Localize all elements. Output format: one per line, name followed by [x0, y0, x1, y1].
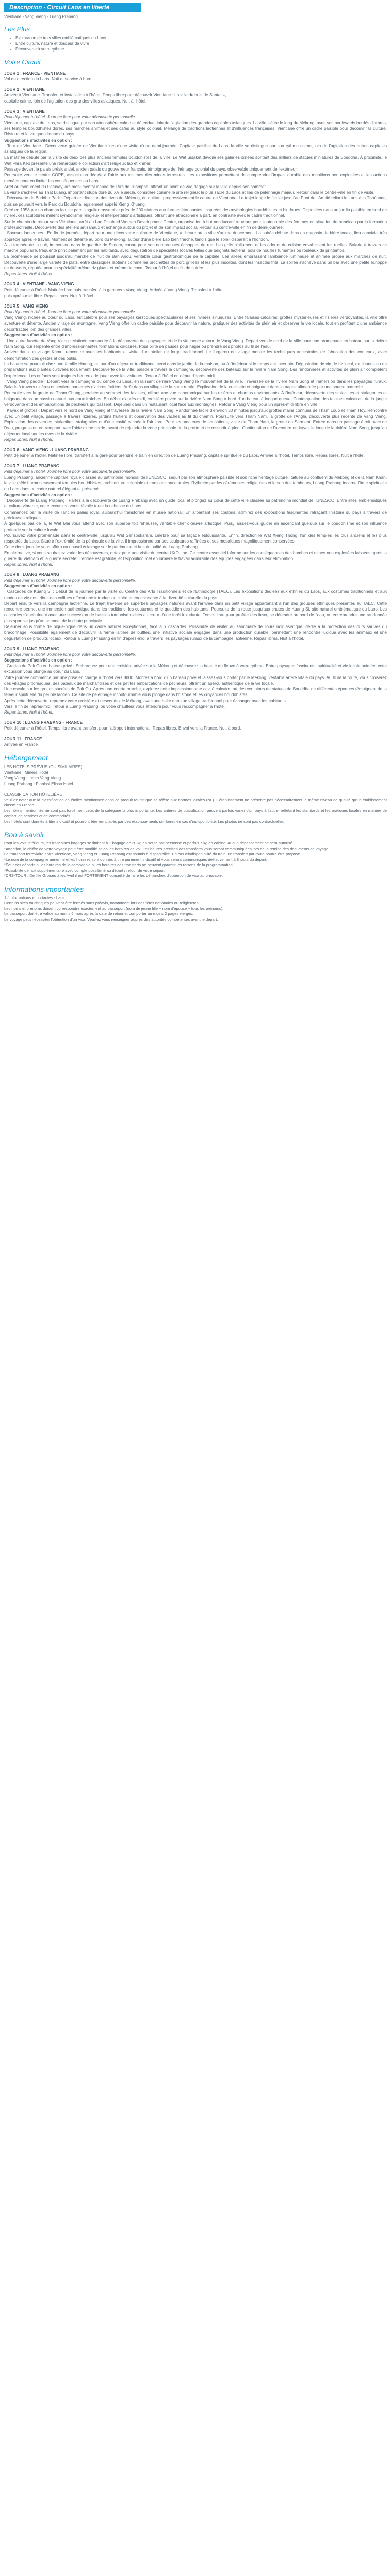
itinerary	[4, 71, 387, 748]
day-block	[4, 109, 387, 277]
bon-text: *Possibilité de nuit supplémentaire avec compte possibilité au départ / retour de votre séjour.	[4, 868, 165, 873]
circuit-heading: Votre Circuit	[4, 58, 41, 66]
suggestion-paragraph: Une escale sur les grottes sacrées de Pak Ou. Après une courte marche, explorez cette impressionnante cavité calcaire, où des centaines de statues de Bouddha de différentes époques témoignent de la ferveur spirituelle du peuple laotien. Ce site de pèlerinage incontournable vous plonge dans l'histoire et les croyances bouddhistes.	[4, 687, 387, 698]
suggestion-paragraph: Créé en 1958 par un chaman lao, ce parc singulier rassemble près de 200 statues aux formes étonnantes, inspirées des mythologies bouddhistes et hindoues. Disposées dans un jardin paisible en bord de rivière, ces sculptures mêlent symbolisme religieux et interprétations artistiques, offrant une atmosphère à part, en contraste avec le cadre traditionnel.	[4, 208, 387, 218]
info-text: Le passeport doit être valide au moins 6 mois après la date de retour et comporter au moins 2 pages vierges.	[4, 911, 193, 917]
day-text: capitale calme, loin de l'agitation des grandes villes asiatiques. Nuit à l'hôtel.	[4, 98, 147, 104]
day-title: JOUR 9 : LUANG PRABANG	[4, 646, 60, 651]
suggestion-paragraph: Arrêt au monument du Patuxay, arc monumental inspiré de l'Arc de Triomphe, offrant un point de vue dégagé sur la ville depuis son sommet.	[4, 184, 267, 189]
suggestion-paragraph: · Vang Vieng paddle : Départ vers la campagne du centre du Laos, en laissant derrière Vang Vieng le mouvement de la ville. Traversée de la rivière Nam Song et immersion dans les paysages ruraux. Balade à travers rizières et sentiers parsemés d'arbres fruitiers. Arrêt dans un village de la zone rurale. Explication de la cueillette et baignade dans la nappe alimentée par une source naturelle.	[4, 379, 387, 390]
suggestion-paragraph: Poursuivez votre promenade dans le centre-ville jusqu'au Wat Sensoukaram, célèbre pour sa façade éblouissante. Enfin, direction le Wat Xieng Thong, l'un des temples les plus anciens et les plus respectés du Laos. Situé à l'extrémité de la péninsule de la ville, il impressionne par ses sculptures raffinées et ses mosaïques magnifiquement conservées.	[4, 533, 387, 544]
suggestion-paragraph: La visite s'achève au That Luang, important stupa doré du XVIe siècle, considéré comme le site religieux le plus sacré du Laos et lieu de pèlerinage majeur. Retour dans le centre-ville en fin de visite.	[4, 190, 375, 195]
day-block	[4, 720, 387, 731]
day-text: Arrivée à Vientiane. Transfert et installation à l'hôtel. Temps libre pour découvrir Vientiane : La ville du bois de Santal »,	[4, 93, 226, 98]
plus-item: • Découverte à votre rythme	[15, 46, 387, 52]
plus-heading: Les Plus	[4, 25, 30, 33]
suggestion-paragraph: La matinée débute par la visite de deux des plus anciens temples bouddhistes de la ville. Le Wat Sisaket dévoile ses galeries ornées abritant des milliers de statues miniatures de Bouddha. À proximité, le Wat Phra Keo présente une remarquable collection d'art religieux lao et khmer.	[4, 155, 387, 166]
suggestion-paragraph: Poursuite vers la grotte de Tham Chang, perchée au sommet des falaises, offrant une vue panoramique sur les rizières et champs environnants. À l'intérieur, découverte des stalactites et stalagmites et baignade dans un bassin naturel aux eaux fraîches. En début d'après-midi, croisière privée sur la rivière Nam Song à bord d'un bateau à longue queue. Contemplation des falaises calcaires, de la jungle verdoyante et des embarcations de pêcheurs qui passent. Déjeuner dans un restaurant local face aux montagnes. Retour à Vang Vieng pour un après-midi libre en ville.	[4, 391, 387, 408]
day-block	[4, 281, 387, 299]
suggestion-paragraph: Déjeuner sous forme de pique-nique dans un cadre naturel exceptionnel, face aux cascades. Possibilité de visiter au sanctuaire de l'ours noir asiatique, dédié à la protection des ours sauvés du braconnage. Possibilité également de découvrir la ferme laitière de buffles, une initiative sociale engagée dans une production durable, permettant une rencontre ludique avec les animaux et une dégustation de produits locaux. Retour à Luang Prabang en fin d'après-midi à travers les paysages ruraux de la campagne laotienne. Repas libres. Nuit à l'hôtel.	[4, 624, 387, 641]
page-title-banner: Description - Circuit Laos en liberté	[4, 3, 141, 12]
day-block	[4, 736, 387, 748]
suggestion-paragraph: Passage devant le palais présidentiel, ancien palais du gouverneur français, témoignage de l'héritage colonial du pays, observable uniquement de l'extérieur.	[4, 166, 298, 172]
day-block	[4, 463, 387, 567]
day-block	[4, 572, 387, 641]
day-text: puis après-midi libre. Repas libres. Nuit à l'hôtel.	[4, 293, 94, 298]
hotels-heading: LES HÔTELS PRÉVUS (OU SIMILAIRES)	[4, 764, 83, 769]
day-title: JOUR 3 : VIENTIANE	[4, 109, 45, 114]
suggestions-heading: Suggestions d'activités en option :	[4, 657, 73, 663]
classification-text: Veuillez noter que la classification en étoiles mentionnée dans ce produit touristique se réfère aux normes locales (NL). L'établissement ne présente pas nécessairement le même niveau de qualité qu'un établissement classé en France.	[4, 797, 387, 808]
day-title: JOUR 1 : FRANCE - VIENTIANE	[4, 71, 66, 76]
suggestion-paragraph: · Découverte de Buddha Park : Départ en direction des rives du Mékong, en quittant progressivement le centre de Vientiane. Le trajet longe le fleuve jusqu'au Pont de l'Amitié reliant le Laos à la Thaïlande, puis se poursuit vers le Parc du Bouddha, également appelé Xieng Khuang.	[4, 196, 387, 207]
suggestion-paragraph: Cette demi-journée vous offrira un nouvel éclairage sur le patrimoine et la spiritualité de Luang Prabang.	[4, 545, 199, 550]
suggestion-paragraph: · Découverte de Luang Prabang : Partez à la découverte de Luang Prabang avec un guide local et plongez au cœur de cette ville classée au patrimoine mondial de l'UNESCO. Entre sites emblématiques et culture vibrante, cette excursion vous dévoile toute la richesse du Laos.	[4, 498, 387, 509]
day-end: Repas libres. Nuit à l'hôtel.	[4, 437, 53, 442]
bon-text: *Pour ces départs ni les horaires de la compagnie ni les horaires des transferts ne peuvent garantir les raisons de la programmation.	[4, 862, 234, 868]
plus-list	[4, 35, 387, 52]
bon-text: *Attention, le chiffre de votre voyage peut être modifié selon les horaires de vol. Les heures précises des transferts vous seront communiquées lors de la remise des documents de voyage.	[4, 846, 330, 851]
suggestions-heading: Suggestions d'activités en option :	[4, 584, 73, 589]
day-meals: Petit déjeuner à l'hôtel. Journée libre pour votre découverte personnelle.	[4, 469, 136, 474]
bon-text: *Le nom de la compagnie aérienne et les horaires sont donnés à titre purement indicatif et vous seront communiqués définitivement à 8 jours du départ.	[4, 857, 267, 862]
day-end: Repas libres. Nuit à l'hôtel.	[4, 710, 53, 715]
day-text: Vol en direction du Laos. Nuit et service à bord.	[4, 77, 93, 81]
suggestion-paragraph: · Saveurs laotiennes : En fin de journée, départ pour une découverte culinaire de Vientiane, à l'heure où la ville s'anime doucement. La soirée débute dans un magasin de bière locale, lieu convivial très apprécié après le travail. Moment de détente au bord du Mékong, autour d'une bière Lao bien fraîche, tandis que le soleil disparaît à l'horizon.	[4, 231, 387, 242]
suggestions-heading: Suggestions d'activités en option :	[4, 138, 73, 143]
bon-text: Pour les vols intérieurs, les franchises bagages se limitent à 1 bagage de 20 kg en soute par personne et parfois 7 kg en cabine. Aucun dépassement ne sera autorisé.	[4, 841, 294, 846]
suggestion-paragraph: · Une autre facette de Vang Vieng : Matinée consacrée à la découverte des paysages et de la vie locale autour de Vang Vieng. Départ vers le nord de la ville pour une promenade en bateau sur la rivière Nam Song, qui serpente entre d'impressionnantes formations calcaires. Possibilité de pauses pour nager ou prendre des photos au fil de l'eau.	[4, 338, 387, 349]
day-block	[4, 87, 387, 104]
suggestion-paragraph: À la tombée de la nuit, immersion dans le quartier de Simom, connu pour ses nombreuses échoppes de rue. Les grills s'allument et les odeurs de cuisine envahissent les ruelles. Balade à travers ce marché populaire, fréquenté principalement par les habitants, avec dégustation de spécialités locales telles que beignets laotiens, bols de nouilles fumantes ou rouleaux de printemps.	[4, 242, 387, 253]
day-paragraph: Vientiane, capitale du Laos, se distingue par son atmosphère calme et détendue, loin de l'agitation des grandes capitales asiatiques. La ville s'étire le long du Mékong, avec ses boulevards bordés d'arbres, ses temples bouddhistes dorés, ses marchés animés et ses cafés au style colonial. Mélange de traditions laotiennes et d'influences françaises, Vientiane offre un cadre paisible pour découvrir la culture, l'histoire et la vie quotidienne du pays.	[4, 120, 387, 137]
classification-text: Les hôtels mentionnés ne sont pas forcément ceux de la catégorie la plus importante. Les critères de classification peuvent parfois varier d'un pays à l'autre, reflétant les standards et les pratiques locales en matière de confort, de services et de commodités.	[4, 808, 387, 819]
day-text: Petit déjeuner à l'hôtel. Matinée libre, transfert à la gare pour prendre le train en direction de Luang Prabang, capitale spirituelle du Laos. Arrivée à l'hôtel. Temps libre. Repas libres. Nuit à l'hôtel.	[4, 453, 366, 458]
suggestion-paragraph: À quelques pas de là, le Wat Mai vous attend avec son superbe toit rehaussé, véritable chef d'œuvre artistique. Puis, laissez-vous guider en ascendant quelque sur le bouddhisme et son influence profonde sur la culture locale.	[4, 521, 387, 532]
plus-item: • Exploration de trois villes emblématiques du Laos	[15, 35, 387, 41]
hotel-item: Vientiane : Minéra Hotel	[4, 770, 48, 775]
day-paragraph: Vang Vieng, nichée au cœur du Laos, est célèbre pour ses paysages karstiques spectaculaires et ses rivières sinueuses. Entre falaises calcaires, grottes mystérieuses et rizières verdoyantes, la ville offre aventure et détente. Ancien village de montagne, Vang Vieng offre un cadre paisible pour découvrir la nature, pratiquer des activités de plein air et observer la vie locale, tout en profitant d'une ambiance décontractée loin des grandes villes.	[4, 315, 387, 332]
day-end: Repas libres. Nuit à l'hôtel.	[4, 272, 53, 277]
info-text: Le voyage peut nécessiter l'obtention d'un visa. Veuillez vous renseigner auprès des autorités compétentes avant le départ.	[4, 917, 218, 922]
day-meals: Petit déjeuner à l'hôtel. Journée libre pour votre découverte personnelle.	[4, 578, 136, 583]
day-block	[4, 303, 387, 443]
day-title: JOUR 8 : LUANG PRABANG	[4, 572, 60, 578]
suggestion-paragraph: Vers la fin de l'après-midi, retour à Luang Prabang, où votre chauffeur vous attendra pour vous raccompagner à l'hôtel.	[4, 704, 226, 709]
hotel-item: Vang Vieng : Indira Vang Vieng	[4, 775, 61, 781]
info-heading: Informations importantes	[4, 885, 84, 893]
info-text: Les noms et prénoms doivent correspondre exactement au passeport (nom de jeune fille + nom d'épouse + tous les prénoms).	[4, 906, 224, 911]
day-text: Petit déjeuner à l'hôtel. Matinée libre puis transfert à la gare vers Vang Vieng. Arrivée à Vang Vieng. Transfert à l'hôtel	[4, 287, 224, 293]
info-text: Certains sites touristiques peuvent être fermés sans préavis, notamment lors des fêtes nationales ou religieuses.	[4, 901, 200, 906]
day-paragraph: Luang Prabang, ancienne capitale royale classée au patrimoine mondial de l'UNESCO, séduit par son atmosphère paisible et son riche héritage culturel. Située au confluent du Mékong et de la Nam Khan, la ville mêle harmonieusement temples bouddhistes, architecture coloniale et traditions ancestrales. Rythmée par les cérémonies religieuses et le son des tambours, Luang Prabang incarne l'âme spirituelle du Laos dans un cadre naturel élégant et préservé.	[4, 475, 387, 492]
day-title: JOUR 7 : LUANG PRABANG	[4, 464, 60, 469]
day-meals: Petit déjeuner à l'hôtel. Journée libre pour votre découverte personnelle.	[4, 309, 136, 314]
day-text: Arrivée en France	[4, 742, 38, 747]
classification-text: Les hôtels sont donnés à titre indicatif et pourront être remplacés par des établissements similaires en cas d'indisponibilité. Les photos ne sont pas contractuelles.	[4, 819, 285, 824]
classification-heading: CLASSIFICATION HÔTELIÈRE	[4, 792, 62, 797]
route-subtitle: Vientiane - Vang Vieng - Luang Prabang	[4, 14, 78, 19]
day-meals: Petit déjeuner à l'hôtel. Journée libre pour votre découverte personnelle.	[4, 114, 136, 120]
bon-text: Le transport ferroviaire entre Vientiane, Vang Vieng et Luang Prabang est soumis à disponibilité. En cas d'indisponibilité du train, un transfert par route pourra être proposé.	[4, 852, 301, 857]
suggestions-heading: Suggestions d'activités en option :	[4, 493, 73, 498]
suggestion-paragraph: · Grottes de Pak Ou en bateau privé : Embarquez pour une croisière privée sur le Mékong et découvrez la beauté du fleuve à votre rythme. Entre paysages fascinants, spiritualité et vie locale animée, cette excursion vous plonge au cœur du Laos.	[4, 663, 387, 674]
day-title: JOUR 4 : VIENTIANE - VANG VIENG	[4, 282, 74, 287]
suggestion-paragraph: Poursuite vers le centre COPE, association dédiée à l'aide aux victimes des mines terrestres. Les expositions permettent de comprendre l'impact durable des munitions non explosées et les actions menées pour en limiter les conséquences au Laos.	[4, 173, 387, 183]
day-title: JOUR 6 : VANG VIENG - LUANG PRABANG	[4, 447, 89, 452]
suggestions-heading: Suggestions d'activités en option :	[4, 332, 73, 337]
suggestion-paragraph: Après cette découverte, reprenez votre croisière et descendez le Mékong, avec une halte dans un village traditionnel pour échanger avec les habitants.	[4, 698, 287, 703]
suggestion-paragraph: Arrivée dans un village Khmu, rencontre avec les habitants et visite d'un atelier de forge traditionnel. Le forgeron du village montre les techniques ancestrales de fabrication des couteaux, avec démonstration des gestes et des outils.	[4, 350, 387, 361]
day-block	[4, 447, 387, 459]
suggestion-paragraph: · Tour de Vientiane : Découverte guidée de Vientiane lors d'une visite d'une demi-journée. Capitale paisible du Laos, la ville se distingue par son rythme calme, loin de l'agitation des autres capitales asiatiques de la région.	[4, 143, 387, 155]
suggestion-paragraph: · Kayak et grottes : Départ vers le nord de Vang Vieng et traversée de la rivière Nam Song. Randonnée facile d'environ 30 minutes jusqu'aux grottes mains connues de Tham Loup et Tham Hoy. Rencontre avec un petit village, passage à travers rizières, jardins fruitiers et observation des vaches au fil du chemin. Poursuite vers Tham Nam, la grotte de l'Angle, découverte plus récente de Vang Vieng. Exploration des cavernes, stalactites, stalagmites et d'une cavité cachée à l'air libre. Pour les amateurs de sensations, visite de Tham Nam, la grotte du Serment. Entrée dans un passage étroit avec de l'eau, progression en rampant avec l'aide d'une corde, avant de rejoindre la zone principale de la grotte et de ressortir à pied. Continuation de l'aventure en kayak le long de la rivière Nam Song, jusqu'au déjeuner local sur les rives de la rivière.	[4, 408, 387, 436]
hotel-item: Luang Prabang : Pianissi Elisso Hotel	[4, 781, 73, 786]
suggestion-paragraph: · Cascades de Kuang Si : Début de la journée par la visite du Centre des Arts Traditionnels et de l'Ethnologie (TAEC). Les expositions dédiées aux ethnies du Laos, aux costumes traditionnels et aux modes de vie des tribus des collines offrent une introduction claire et enrichissante à la diversité culturelle du pays.	[4, 589, 387, 600]
page	[0, 0, 391, 922]
suggestion-paragraph: La balade se poursuit chez une famille Hmong, autour d'un déjeuner traditionnel servi dans le jardin de la maison, ou à l'intérieur si le temps est incertain. Dégustation de vin de riz local, de tisanes ou de préparations aux plantes cultivées localement. Découverte de la ville, balade à travers la campagne, découverte des bateaux sur la rivière Nam Song. Les randonnées et activités de plein air complètent l'expérience. Les enfants sont toujours heureux de jouer avec les visiteurs. Retour à l'hôtel en début d'après-midi.	[4, 361, 387, 378]
day-title: JOUR 5 : VANG VIENG	[4, 303, 48, 309]
suggestion-paragraph: Commencez par la visite de l'ancien palais royal, aujourd'hui transformé en musée national. En arpentant ses couloirs, admirez des expositions fascinantes retraçant l'histoire du pays à travers de précieuses reliques.	[4, 510, 387, 520]
day-end: Repas libres. Nuit à l'hôtel.	[4, 562, 53, 567]
suggestion-paragraph: Votre journée commence par une prise en charge à l'hôtel vers 8h00. Montez à bord d'un bateau privé et laissez-vous porter par le Mékong, véritable artère vitale du pays. Au fil de la route, vous croiserez des villages pittoresques, des bateaux de marchandises et des petites embarcations de pêcheurs, offrant un aperçu authentique de la vie locale.	[4, 675, 387, 686]
bon-a-savoir-heading: Bon à savoir	[4, 831, 44, 839]
suggestion-paragraph: En alternative, si vous souhaitez varier les découvertes, optez pour une visite du centre UXO Lao. Ce centre essentiel informe sur les conséquences des bombes et mines non explosées laissées après la guerre du Vietnam et la guerre secrète. L'entrée est gratuite, et l'exposition met en lumière le travail admirable des équipes engagées dans leur élimination.	[4, 550, 387, 561]
day-text: Petit déjeuner à l'hôtel. Temps libre avant transfert pour l'aéroport international. Repas libres. Envol vers la France. Nuit à bord.	[4, 726, 241, 731]
day-title: JOUR 10 : LUANG PRABANG - FRANCE	[4, 720, 83, 725]
suggestion-paragraph: La promenade se poursuit jusqu'au marché de nuit de Ban Anou, véritable cœur gastronomique de la capitale. Les allées embrassent l'ambiance lumineuse et animée propre aux marchés de nuit. Découverte d'une large variété de plats, entre classiques laotiens comme les brochettes de porc grillées et les plus insolites, dont les insectes frits. La soirée s'achève dans un bar avec une petite échoppe de desserts, réputée pour sa spécialité mêlant riz gluant et crème de coco. Retour à l'hôtel en fin de soirée.	[4, 254, 387, 271]
bon-text: *CRS-TOUR : De l'Ile Groiseo à les Avril il est FORTEMENT conseillé de faire les démarches d'obtention de visa au préalable.	[4, 873, 223, 878]
plus-item: • Entre culture, nature et douceur de vivre	[15, 41, 387, 46]
day-meals: Petit déjeuner à l'hôtel. Journée libre pour votre découverte personnelle.	[4, 652, 136, 657]
day-block	[4, 71, 387, 82]
day-title: JOUR 11 : FRANCE	[4, 736, 42, 741]
day-block	[4, 646, 387, 715]
day-title: JOUR 2 : VIENTIANE	[4, 87, 45, 92]
suggestion-paragraph: Sur le chemin du retour vers Vientiane, arrêt au Lao Disabled Women Development Centre, organisation à but non lucratif œuvrant pour l'autonomie des femmes en situation de handicap par la formation professionnelle. Découverte des ateliers artisanaux et échange autour du projet et de son impact social. Retour au centre-ville en fin de demi-journée.	[4, 219, 387, 230]
suggestion-paragraph: Départ ensuite vers la campagne laotienne. Le trajet traverse de superbes paysages naturels avant l'arrivée dans un petit village appartenant à l'un des groupes ethniques présentés au TAEC. Cette rencontre permet une immersion authentique dans les traditions, les coutumes et le quotidien des habitants. Poursuite de la route jusqu'aux chutes de Kuang Si, site naturel emblématique du Laos. Les cascades s'enchaînent avec une succession de bassins turquoise nichés au cœur d'une forêt luxuriante. Temps libre pour profiter des lieux, se détendre au bord de l'eau, ou entreprendre une randonnée plus sportive jusqu'au sommet de la chute principale.	[4, 601, 387, 623]
hebergement-heading: Hébergement	[4, 753, 48, 762]
info-text: 1 / Informations importantes - Laos	[4, 895, 65, 900]
